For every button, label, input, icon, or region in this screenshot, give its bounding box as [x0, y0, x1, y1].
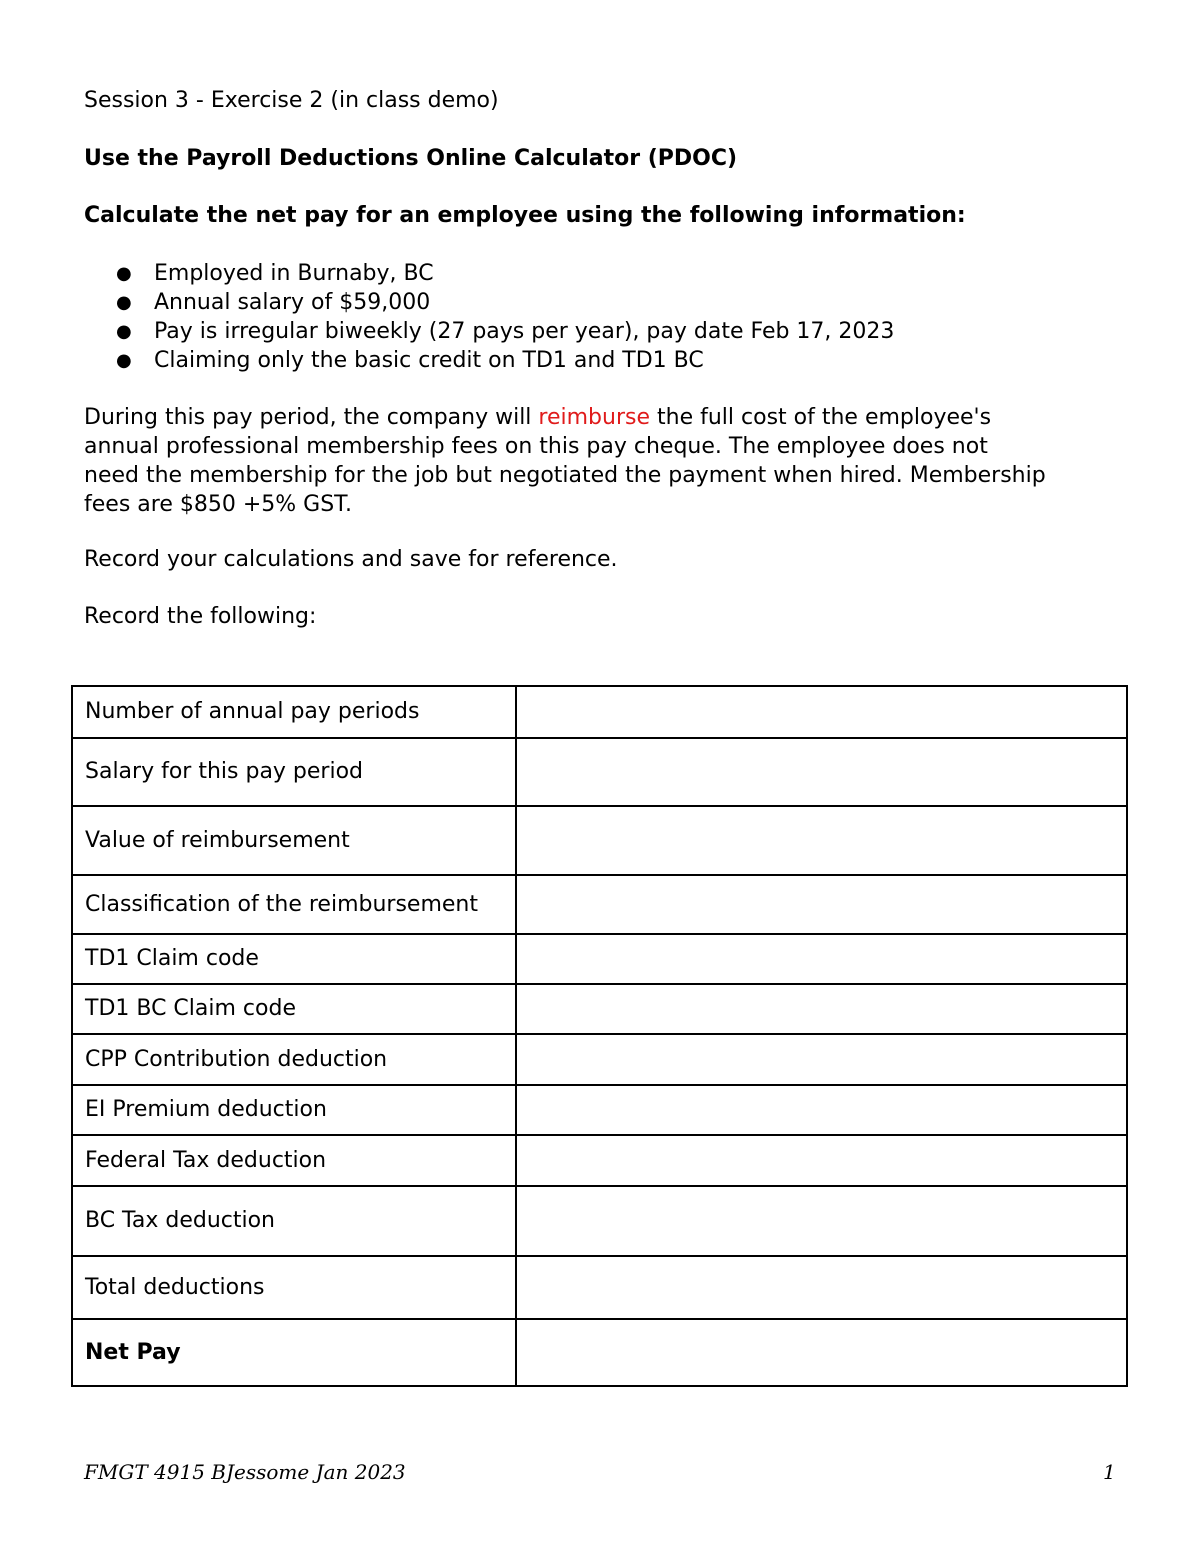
row-label: EI Premium deduction [72, 1085, 516, 1135]
list-item: ● Employed in Burnaby, BC [116, 261, 434, 286]
answer-cell[interactable] [516, 1135, 1127, 1186]
row-label: Net Pay [72, 1319, 516, 1386]
bullet-icon: ● [116, 263, 132, 284]
record-calculations-note: Record your calculations and save for reference. [84, 547, 618, 572]
row-label: TD1 Claim code [72, 934, 516, 984]
table-row [72, 875, 1127, 934]
table-row [72, 934, 1127, 984]
footer-course: FMGT 4915 BJessome Jan 2023 [84, 1460, 406, 1484]
row-label: CPP Contribution deduction [72, 1034, 516, 1085]
list-item: ● Claiming only the basic credit on TD1 and TD1 BC [116, 348, 704, 373]
employee-info-list [116, 259, 894, 375]
answer-cell[interactable] [516, 1319, 1127, 1386]
task-instruction: Calculate the net pay for an employee using the following information: [84, 203, 966, 228]
answer-cell[interactable] [516, 806, 1127, 875]
list-item: ● Pay is irregular biweekly (27 pays per year), pay date Feb 17, 2023 [116, 319, 895, 344]
tool-instruction: Use the Payroll Deductions Online Calculator (PDOC) [84, 146, 738, 171]
table-row [72, 1085, 1127, 1135]
row-label: Federal Tax deduction [72, 1135, 516, 1186]
answer-cell[interactable] [516, 984, 1127, 1034]
answer-cell[interactable] [516, 1186, 1127, 1256]
page-number: 1 [1103, 1460, 1116, 1484]
row-label: TD1 BC Claim code [72, 984, 516, 1034]
bullet-icon: ● [116, 350, 132, 371]
answer-cell[interactable] [516, 934, 1127, 984]
table-row [72, 738, 1127, 806]
table-row [72, 1256, 1127, 1319]
answer-cell[interactable] [516, 738, 1127, 806]
answer-cell[interactable] [516, 1034, 1127, 1085]
highlighted-word: reimburse [538, 405, 651, 430]
table-row [72, 686, 1127, 738]
bullet-icon: ● [116, 321, 132, 342]
answer-cell[interactable] [516, 875, 1127, 934]
record-following-note: Record the following: [84, 604, 317, 629]
table-row [72, 984, 1127, 1034]
row-label: Total deductions [72, 1256, 516, 1319]
table-row [72, 1034, 1127, 1085]
session-title: Session 3 - Exercise 2 (in class demo) [84, 88, 499, 113]
answer-cell[interactable] [516, 686, 1127, 738]
reimbursement-paragraph: During this pay period, the company will reimburse the full cost of the employee's annual professional membership fees on this pay cheque. The employee does not need the membership for the job but negotiated the payment when hired. Membership fees are $850 +5% GST. [84, 405, 1046, 517]
row-label: Classification of the reimbursement [72, 875, 516, 934]
table-row [72, 1135, 1127, 1186]
table-row [72, 1319, 1127, 1386]
table-row [72, 1186, 1127, 1256]
row-label: Salary for this pay period [72, 738, 516, 806]
answer-cell[interactable] [516, 1085, 1127, 1135]
table-row [72, 806, 1127, 875]
list-item: ● Annual salary of $59,000 [116, 290, 431, 315]
row-label: Value of reimbursement [72, 806, 516, 875]
record-table [71, 685, 1128, 1387]
bullet-icon: ● [116, 292, 132, 313]
row-label: Number of annual pay periods [72, 686, 516, 738]
answer-cell[interactable] [516, 1256, 1127, 1319]
row-label: BC Tax deduction [72, 1186, 516, 1256]
